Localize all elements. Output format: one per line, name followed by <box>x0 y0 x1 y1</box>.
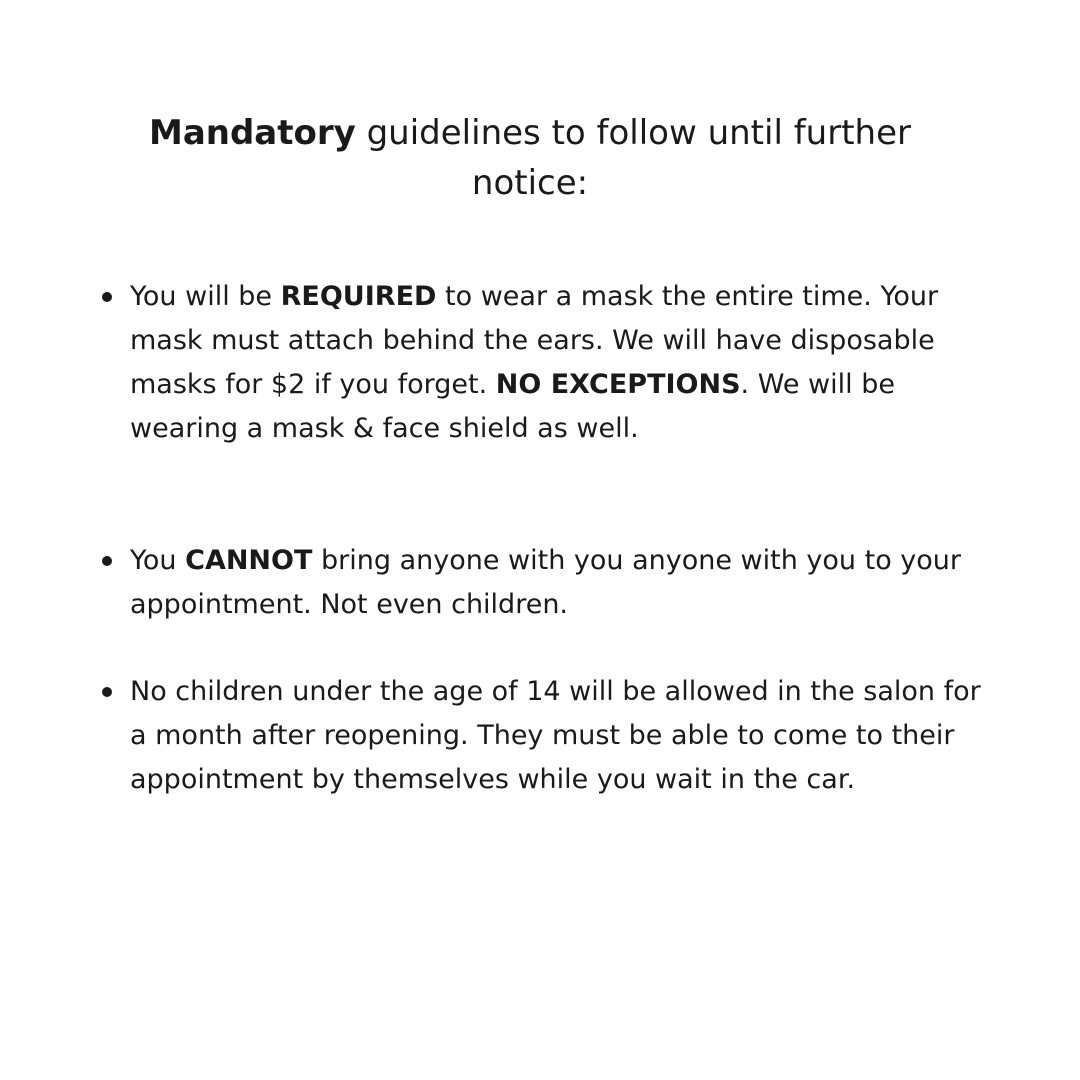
heading-emphasis: Mandatory <box>148 113 356 153</box>
guideline-text: No children under the age of 14 will be allowed in the salon for a month after reopening. They must be able to come to their appointment by themselves while you wait in the car. <box>130 676 981 795</box>
guideline-mask <box>130 275 990 451</box>
heading-text: guidelines to follow until further notice: <box>355 113 911 203</box>
guideline-emphasis: NO EXCEPTIONS <box>495 369 741 400</box>
guideline-text: You <box>130 545 186 576</box>
bullet-icon <box>102 687 112 697</box>
guideline-children <box>130 670 990 802</box>
guideline-emphasis: REQUIRED <box>280 281 437 312</box>
guideline-no-guests <box>130 539 990 627</box>
bullet-icon <box>102 292 112 302</box>
notice-heading <box>100 108 960 208</box>
guideline-text: bring anyone with you anyone with you to your appointment. Not even children. <box>130 545 961 620</box>
guideline-text: . We will be wearing a mask & face shield as well. <box>130 369 895 444</box>
guideline-emphasis: CANNOT <box>185 545 313 576</box>
bullet-icon <box>102 556 112 566</box>
guideline-text: to wear a mask the entire time. Your mask must attach behind the ears. We will have disposable masks for $2 if you forget. <box>130 281 939 400</box>
guideline-text: You will be <box>130 281 281 312</box>
